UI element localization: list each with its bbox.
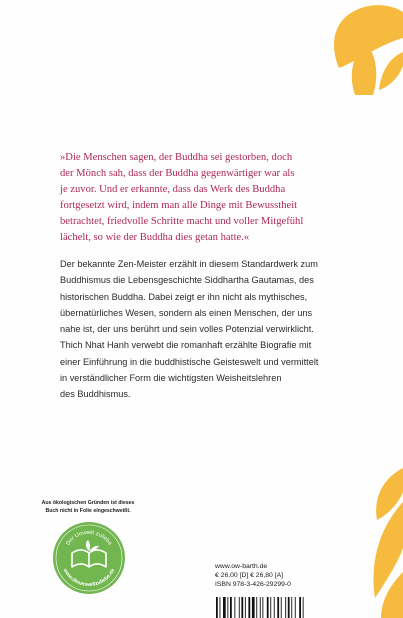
barcode-bar [245,597,246,618]
eco-note-line: Buch nicht in Folie eingeschweißt. [45,507,131,514]
barcode-bar [274,597,275,618]
barcode-bar [277,597,279,618]
description-line: des Buddhismus. [60,389,131,400]
description-line: Der bekannte Zen-Meister erzählt in diesem Standardwerk zum [60,259,318,269]
quote-line: je zuvor. Und er erkannte, dass das Werk des Buddha [60,184,286,195]
barcode-bar [267,597,269,618]
description-line: nahe ist, der uns berührt und sein volles Potenzial verwirklicht. [60,324,314,335]
description-text [60,256,385,403]
publisher-info [215,562,291,589]
barcode-bar [216,597,218,618]
leaves-decoration-top [293,0,403,95]
barcode-bar [281,597,282,618]
publisher-website: www.ow-barth.de [215,563,268,570]
barcode-bar [239,597,240,618]
description-line: übernatürliches Wesen, sondern als einen Menschen, der uns [60,307,313,318]
price-text: € 26,00 [D] € 26,80 [A] [215,572,284,579]
barcode-bar [227,597,228,618]
barcode-bar [262,597,263,618]
leaf-shape [379,52,403,90]
barcode-bar [291,597,292,618]
barcode-bar [303,597,304,618]
eco-note [40,500,136,515]
barcode-bar [234,597,235,618]
barcode [215,597,320,618]
leaves-decoration-bottom [343,468,403,618]
quote-line: der Mönch sah, dass der Buddha gegenwärtiger war als [60,168,295,179]
barcode-bar [256,597,257,618]
description-line: Thich Nhat Hanh verwebt die romanhaft erzählte Biografie mit [60,340,312,351]
quote-line: lächelt, so wie der Buddha dies getan hatte.« [60,232,250,243]
barcode-bar [241,597,243,618]
barcode-bar [270,597,271,618]
barcode-bar [230,597,232,618]
barcode-bar [223,597,226,618]
description-line: in verständlicher Form die wichtigsten Weisheitslehren [60,373,282,384]
barcode-bar [285,597,286,618]
description-line: Buddhismus die Lebensgeschichte Siddhartha Gautamas, des [60,275,314,286]
barcode-bar [295,597,296,618]
isbn-text: ISBN 978-3-426-29299-0 [215,581,291,588]
quote-line: fortgesetzt wird, indem man alle Dinge mit Bewusstheit [60,200,298,211]
barcode-bar [260,597,261,618]
barcode-bar [288,597,290,618]
badge-bottom-text: www.dieumweltzuliebe.de [61,567,117,589]
badge-top-text: Der Umwelt zuliebe [65,529,113,547]
eco-badge [52,521,126,595]
barcode-bar [252,597,255,618]
description-line: historischen Buddha. Dabei zeigt er ihn nicht als mythisches, [60,291,308,302]
barcode-bar [220,597,221,618]
description-line: einer Einführung in die buddhistische Geisteswelt und vermittelt [60,356,319,367]
quote-line: »Die Menschen sagen, der Buddha sei gestorben, doch [60,152,293,163]
barcode-bar [299,597,301,618]
quote-line: betrachtet, friedvolle Schritte macht und voller Mitgefühl [60,216,304,227]
quote-text [60,150,380,246]
eco-note-line: Aus ökologischen Gründen ist dieses [41,500,135,506]
barcode-bar [248,597,250,618]
